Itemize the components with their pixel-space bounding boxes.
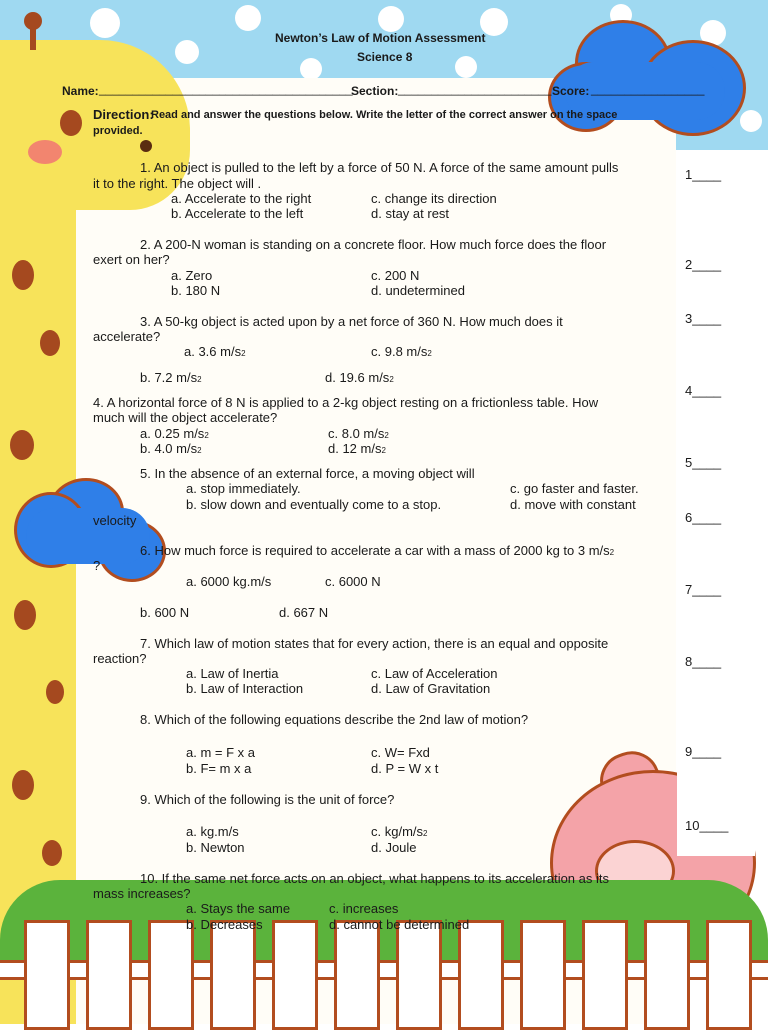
- fence-post: [582, 920, 628, 1030]
- option-text: c. kg/m/s: [371, 824, 424, 839]
- question-2-option-d: d. undetermined: [371, 283, 465, 298]
- question-5-stem-cont: velocity: [93, 513, 137, 528]
- polka-dot: [175, 40, 199, 64]
- question-3-option-b: [140, 370, 202, 387]
- giraffe-spot: [60, 110, 82, 136]
- question-2-option-b: b. 180 N: [171, 283, 221, 298]
- giraffe-horn-tip: [24, 12, 42, 30]
- section-label: Section:: [351, 84, 399, 98]
- option-text: b. 4.0 m/s: [140, 441, 198, 456]
- question-7-option-c: c. Law of Acceleration: [371, 666, 498, 681]
- answer-blank-1[interactable]: 1____: [685, 167, 722, 182]
- answer-blank-8[interactable]: 8____: [685, 654, 722, 669]
- answer-blank-9[interactable]: 9____: [685, 744, 722, 759]
- question-1-stem: 1. An object is pulled to the left by a force of 50 N. A force of the same amount pulls: [140, 160, 619, 175]
- question-8-option-c: c. W= Fxd: [371, 745, 430, 760]
- question-5-option-c: c. go faster and faster.: [510, 481, 639, 496]
- unit-exponent: 2: [204, 431, 209, 440]
- fence-post: [148, 920, 194, 1030]
- unit-exponent: 2: [609, 548, 615, 557]
- option-text: c. 9.8 m/s: [371, 344, 428, 359]
- giraffe-spot: [42, 840, 62, 866]
- unit-exponent: 2: [197, 446, 202, 455]
- question-8-stem: 8. Which of the following equations describe the 2nd law of motion?: [140, 712, 529, 727]
- page-subtitle: Science 8: [357, 50, 413, 64]
- polka-dot: [90, 8, 120, 38]
- answer-blank-10[interactable]: 10____: [685, 818, 729, 833]
- unit-exponent: 2: [241, 349, 246, 358]
- question-10-option-c: c. increases: [329, 901, 399, 916]
- question-4-option-b: [140, 441, 202, 458]
- direction-text-cont: provided.: [93, 125, 143, 137]
- option-text: a. 3.6 m/s: [184, 344, 242, 359]
- question-6-option-b: b. 600 N: [140, 605, 190, 620]
- direction-text: Read and answer the questions below. Write the letter of the correct answer on the space: [151, 109, 618, 121]
- question-1-option-d: d. stay at rest: [371, 206, 450, 221]
- answer-blank-2[interactable]: 2____: [685, 257, 722, 272]
- question-1-option-b: b. Accelerate to the left: [171, 206, 304, 221]
- polka-dot: [300, 58, 322, 80]
- question-5-option-b: b. slow down and eventually come to a stop.: [186, 497, 442, 512]
- giraffe-spot: [14, 600, 36, 630]
- question-8-option-a: a. m = F x a: [186, 745, 255, 760]
- polka-dot: [455, 56, 477, 78]
- question-6-option-a: a. 6000 kg.m/s: [186, 574, 272, 589]
- question-8-option-b: b. F= m x a: [186, 761, 252, 776]
- giraffe-spot: [10, 430, 34, 460]
- section-field[interactable]: _______________________: [398, 82, 552, 96]
- unit-exponent: 2: [423, 829, 428, 838]
- fence-post: [458, 920, 504, 1030]
- option-text: d. 19.6 m/s: [325, 370, 390, 385]
- polka-dot: [378, 6, 404, 32]
- question-5-stem: 5. In the absence of an external force, a moving object will: [140, 466, 475, 481]
- unit-exponent: 2: [384, 431, 389, 440]
- question-10-option-d: d. cannot be determined: [329, 917, 470, 932]
- question-6-option-c: c. 6000 N: [325, 574, 381, 589]
- name-field[interactable]: ______________________________________: [99, 82, 353, 96]
- question-6-stem: [140, 543, 614, 560]
- fence-post: [272, 920, 318, 1030]
- unit-exponent: 2: [427, 349, 432, 358]
- question-7-stem-cont: reaction?: [93, 651, 147, 666]
- option-text: d. 12 m/s: [328, 441, 382, 456]
- name-label: Name:: [62, 84, 99, 98]
- question-3-option-a: [184, 344, 246, 361]
- fence-post: [644, 920, 690, 1030]
- question-3-stem-cont: accelerate?: [93, 329, 161, 344]
- fence-post: [396, 920, 442, 1030]
- polka-dot: [235, 5, 261, 31]
- polka-dot: [740, 110, 762, 132]
- question-1-option-a: a. Accelerate to the right: [171, 191, 312, 206]
- score-field[interactable]: _________________: [591, 82, 705, 96]
- question-7-option-b: b. Law of Interaction: [186, 681, 304, 696]
- answer-blank-4[interactable]: 4____: [685, 383, 722, 398]
- fence-post: [210, 920, 256, 1030]
- fence-post: [520, 920, 566, 1030]
- question-7-stem: 7. Which law of motion states that for every action, there is an equal and opposite: [140, 636, 609, 651]
- page-title: Newton’s Law of Motion Assessment: [275, 31, 486, 45]
- question-9-option-a: a. kg.m/s: [186, 824, 239, 839]
- question-7-option-d: d. Law of Gravitation: [371, 681, 491, 696]
- question-9-stem: 9. Which of the following is the unit of force?: [140, 792, 395, 807]
- answer-blank-7[interactable]: 7____: [685, 582, 722, 597]
- question-3-stem: 3. A 50-kg object is acted upon by a net force of 360 N. How much does it: [140, 314, 563, 329]
- giraffe-spot: [12, 260, 34, 290]
- question-2-option-a: a. Zero: [171, 268, 213, 283]
- question-3-option-d: [325, 370, 394, 387]
- question-5-option-d: d. move with constant: [510, 497, 636, 512]
- question-10-option-a: a. Stays the same: [186, 901, 291, 916]
- fence-post: [24, 920, 70, 1030]
- question-6-stem-cont: ?: [93, 558, 101, 573]
- answer-blank-6[interactable]: 6____: [685, 510, 722, 525]
- option-text: b. 7.2 m/s: [140, 370, 198, 385]
- question-9-option-c: [371, 824, 427, 841]
- question-9-option-b: b. Newton: [186, 840, 245, 855]
- direction-label: Direction:: [93, 107, 154, 122]
- question-4-option-d: [328, 441, 386, 458]
- giraffe-spot: [40, 330, 60, 356]
- fence-post: [334, 920, 380, 1030]
- question-2-stem-cont: exert on her?: [93, 252, 170, 267]
- question-5-option-a: a. stop immediately.: [186, 481, 301, 496]
- giraffe-cheek: [28, 140, 62, 164]
- question-9-option-d: d. Joule: [371, 840, 417, 855]
- giraffe-spot: [46, 680, 64, 704]
- question-10-stem-cont: mass increases?: [93, 886, 191, 901]
- question-2-option-c: c. 200 N: [371, 268, 420, 283]
- question-1-stem-cont: it to the right. The object will .: [93, 176, 262, 191]
- fence-post: [86, 920, 132, 1030]
- question-2-stem: 2. A 200-N woman is standing on a concrete floor. How much force does the floor: [140, 237, 607, 252]
- option-text: c. 8.0 m/s: [328, 426, 385, 441]
- question-10-option-b: b. Decreases: [186, 917, 263, 932]
- score-label: Score:: [552, 84, 590, 98]
- question-6-option-d: d. 667 N: [279, 605, 329, 620]
- question-1-option-c: c. change its direction: [371, 191, 497, 206]
- answer-blank-5[interactable]: 5____: [685, 455, 722, 470]
- question-4-stem: 4. A horizontal force of 8 N is applied to a 2-kg object resting on a frictionless table. How: [93, 395, 599, 410]
- question-4-stem-cont: much will the object accelerate?: [93, 410, 278, 425]
- fence-post: [706, 920, 752, 1030]
- answer-blank-3[interactable]: 3____: [685, 311, 722, 326]
- unit-exponent: 2: [197, 375, 202, 384]
- question-3-option-c: [371, 344, 432, 361]
- question-8-option-d: d. P = W x t: [371, 761, 439, 776]
- stem-text: 6. How much force is required to accelerate a car with a mass of 2000 kg to 3 m/s: [140, 543, 610, 558]
- unit-exponent: 2: [389, 375, 394, 384]
- giraffe-spot: [12, 770, 34, 800]
- option-text: a. 0.25 m/s: [140, 426, 205, 441]
- question-7-option-a: a. Law of Inertia: [186, 666, 279, 681]
- question-10-stem: 10. If the same net force acts on an object, what happens to its acceleration as its: [140, 871, 609, 886]
- giraffe-eye: [140, 140, 152, 152]
- unit-exponent: 2: [381, 446, 386, 455]
